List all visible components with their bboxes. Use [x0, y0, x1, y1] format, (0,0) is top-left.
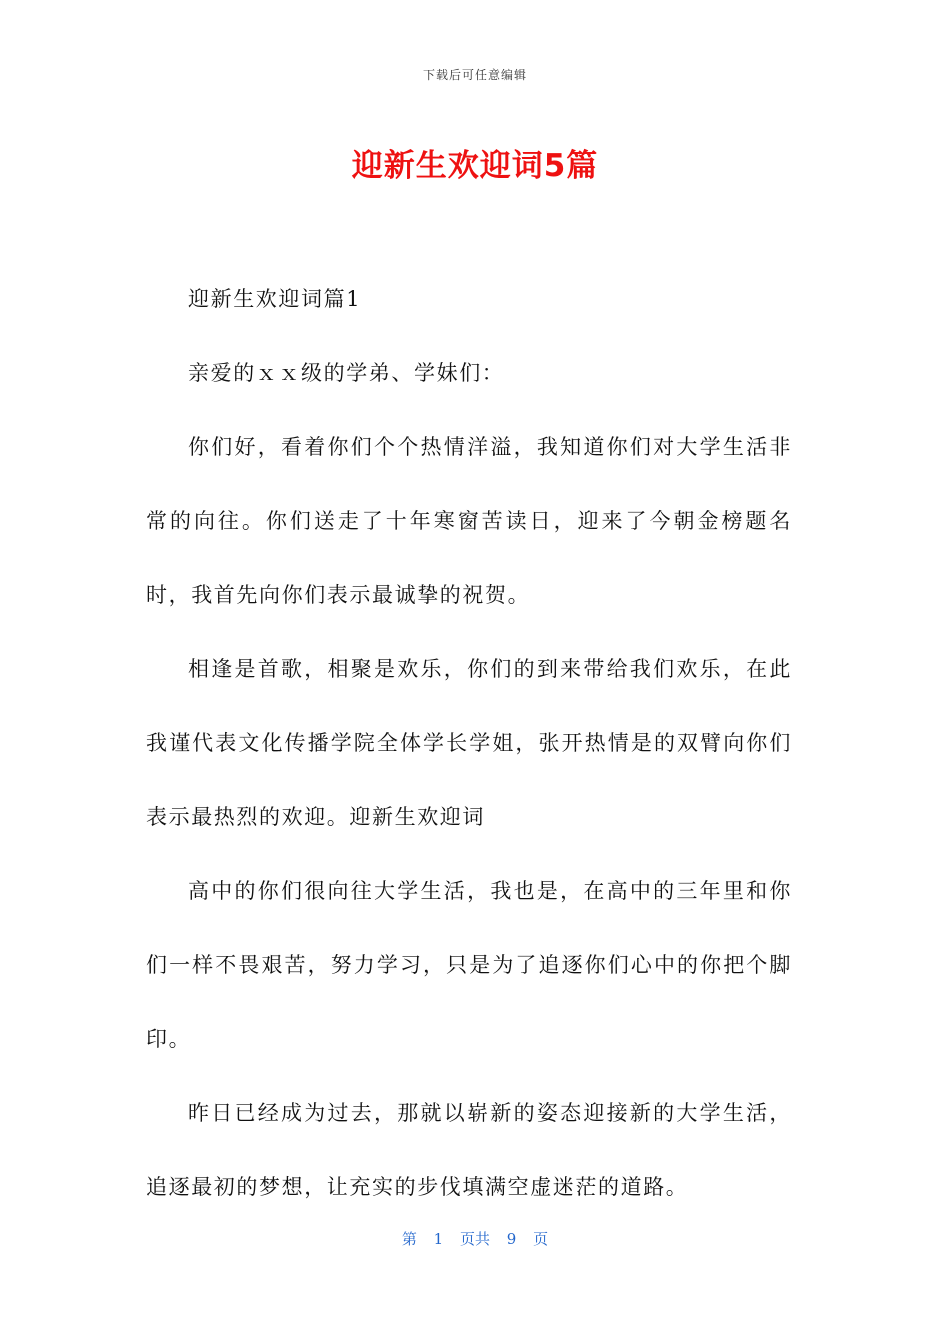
body-paragraph: 你们好，看着你们个个热情洋溢，我知道你们对大学生活非常的向往。你们送走了十年寒窗苦读日，迎来了今朝金榜题名时，我首先向你们表示最诚挚的祝贺。: [146, 435, 792, 607]
page-header: 下载后可任意编辑: [422, 68, 527, 82]
salutation: 亲爱的ｘｘ级的学弟、学妹们：: [188, 361, 505, 385]
page-number-footer: [0, 1228, 950, 1249]
body-paragraph: 昨日已经成为过去，那就以崭新的姿态迎接新的大学生活，追逐最初的梦想，让充实的步伐填满空虚迷茫的道路。: [146, 1101, 792, 1199]
body-paragraph: 高中的你们很向往大学生活，我也是，在高中的三年里和你们一样不畏艰苦，努力学习，只是为了追逐你们心中的你把个脚印。: [146, 879, 792, 1051]
page-number-text: 第 1 页共 9 页: [401, 1230, 549, 1248]
section-heading: 迎新生欢迎词篇1: [188, 287, 362, 311]
document-body: [146, 262, 792, 1224]
document-title: 迎新生欢迎词5篇: [351, 148, 599, 184]
body-paragraph: 相逢是首歌，相聚是欢乐，你们的到来带给我们欢乐，在此我谨代表文化传播学院全体学长学姐，张开热情是的双臂向你们表示最热烈的欢迎。迎新生欢迎词: [146, 657, 792, 829]
